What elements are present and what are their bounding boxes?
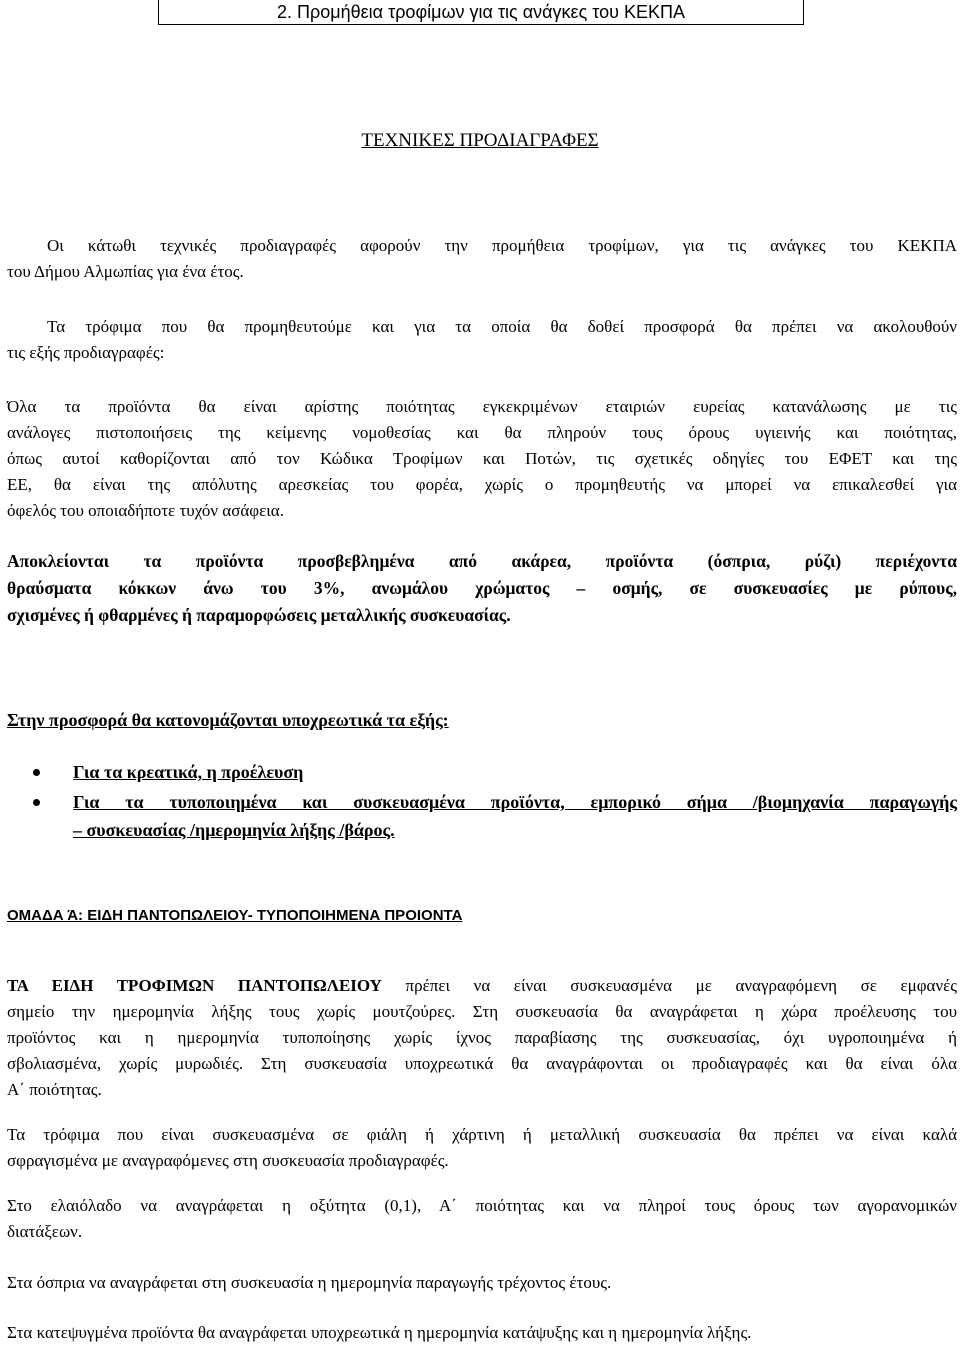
- list-item: [7, 788, 957, 844]
- grocery-lead: ΤΑ ΕΙΔΗ ΤΡΟΦΙΜΩΝ ΠΑΝΤΟΠΩΛΕΙΟΥ: [7, 976, 382, 995]
- grocery-line-1-rest: πρέπει να είναι συσκευασμένα με αναγραφόμενη σε εμφανές: [381, 976, 958, 995]
- packaged-line-2: σφραγισμένα με αναγραφόμενες στη συσκευασία προδιαγραφές.: [7, 1151, 449, 1170]
- exclusion-line-2: θραύσματα κόκκων άνω του 3%, ανωμάλου χρώματος – οσμής, σε συσκευασίες με ρύπους,: [7, 578, 957, 598]
- legumes-paragraph: Στα όσπρια να αναγράφεται στη συσκευασία η ημερομηνία παραγωγής τρέχοντος έτους.: [7, 1273, 612, 1292]
- offer-requirements-list: [7, 758, 957, 844]
- spec-title: ΤΕΧΝΙΚΕΣ ΠΡΟΔΙΑΓΡΑΦΕΣ: [361, 130, 599, 151]
- oil-paragraph: [7, 1193, 957, 1245]
- quality-line-4: ΕΕ, θα είναι της απόλυτης αρεσκείας του φορέα, χωρίς ο προμηθευτής να μπορεί να επικαλεσθεί για: [7, 475, 957, 494]
- offer-item-2-line-2: – συσκευασίας /ημερομηνία λήξης /βάρος.: [73, 820, 395, 840]
- grocery-line-5: Α΄ ποιότητας.: [7, 1080, 102, 1099]
- intro-line-2: του Δήμου Αλμωπίας για ένα έτος.: [7, 262, 244, 281]
- intro-line-1: Οι κάτωθι τεχνικές προδιαγραφές αφορούν την προμήθεια τροφίμων, για τις ανάγκες του ΚΕΚΠΑ: [47, 236, 957, 255]
- grocery-line-1: [7, 973, 957, 999]
- packaged-line-1: Τα τρόφιμα που είναι συσκευασμένα σε φιάλη ή χάρτινη ή μεταλλική συσκευασία θα πρέπει να είναι καλά: [7, 1125, 957, 1144]
- exclusion-paragraph: [7, 548, 957, 629]
- quality-line-5: όφελός του οποιαδήποτε τυχόν ασάφεια.: [7, 501, 284, 520]
- oil-line-2: διατάξεων.: [7, 1222, 83, 1241]
- supply-line-2: τις εξής προδιαγραφές:: [7, 343, 165, 362]
- offer-item-2-line-1: Για τα τυποποιημένα και συσκευασμένα προϊόντα, εμπορικό σήμα /βιομηχανία παραγωγής: [73, 792, 957, 812]
- exclusion-line-1: Αποκλείονται τα προϊόντα προσβεβλημένα από ακάρεα, προϊόντα (όσπρια, ρύζι) περιέχοντα: [7, 551, 957, 571]
- group-heading: ΟΜΑΔΑ Ά: ΕΙΔΗ ΠΑΝΤΟΠΩΛΕΙΟΥ- ΤΥΠΟΠΟΙΗΜΕΝΑ ΠΡΟΙΟΝΤΑ: [7, 907, 463, 924]
- frozen-paragraph: Στα κατεψυγμένα προϊόντα θα αναγράφεται υποχρεωτικά η ημερομηνία κατάψυξης και η ημερομηνία λήξης.: [7, 1323, 752, 1342]
- section-header: [158, 0, 804, 25]
- grocery-line-3: προϊόντος και η ημερομηνία τυποποίησης χωρίς ίχνος παραβίασης της συσκευασίας, όχι υγροποιημένα ή: [7, 1028, 957, 1047]
- offer-heading: Στην προσφορά θα κατονομάζονται υποχρεωτικά τα εξής:: [7, 710, 449, 730]
- packaged-paragraph: [7, 1122, 957, 1174]
- offer-item-1: Για τα κρεατικά, η προέλευση: [73, 762, 304, 782]
- exclusion-line-3: σχισμένες ή φθαρμένες ή παραμορφώσεις μεταλλικής συσκευασίας.: [7, 605, 511, 625]
- quality-line-2: ανάλογες πιστοποιήσεις της κείμενης νομοθεσίας και θα πληρούν τους όρους υγιεινής και ποιότητας,: [7, 423, 957, 442]
- grocery-line-2: σημείο την ημερομηνία λήξης τους χωρίς μουτζούρες. Στη συσκευασία θα αναγράφεται η χώρα προέλευσης του: [7, 1002, 957, 1021]
- grocery-line-4: σβολιασμένα, χωρίς μυρωδιές. Στη συσκευασία υποχρεωτικά θα αναγράφονται οι προδιαγραφές και θα είναι όλα: [7, 1054, 957, 1073]
- quality-line-1: Όλα τα προϊόντα θα είναι αρίστης ποιότητας εγκεκριμένων εταιριών ευρείας κατανάλωσης με τις: [7, 397, 957, 416]
- grocery-paragraph: [7, 973, 957, 1103]
- supply-line-1: Τα τρόφιμα που θα προμηθευτούμε και για τα οποία θα δοθεί προσφορά θα πρέπει να ακολουθούν: [47, 317, 957, 336]
- bullet-icon: [33, 799, 40, 806]
- quality-paragraph: [7, 394, 957, 524]
- quality-line-3: όπως αυτοί καθορίζονται από τον Κώδικα Τροφίμων και Ποτών, τις σχετικές οδηγίες του ΕΦΕΤ και της: [7, 449, 957, 468]
- intro-paragraph: [7, 233, 957, 285]
- oil-line-1: Στο ελαιόλαδο να αναγράφεται η οξύτητα (0,1), Α΄ ποιότητας και να πληροί τους όρους των αγορανομικών: [7, 1196, 957, 1215]
- supply-paragraph: [7, 314, 957, 366]
- bullet-icon: [33, 769, 40, 776]
- section-header-title: 2. Προμήθεια τροφίμων για τις ανάγκες του ΚΕΚΠΑ: [277, 2, 685, 22]
- list-item: [7, 758, 957, 786]
